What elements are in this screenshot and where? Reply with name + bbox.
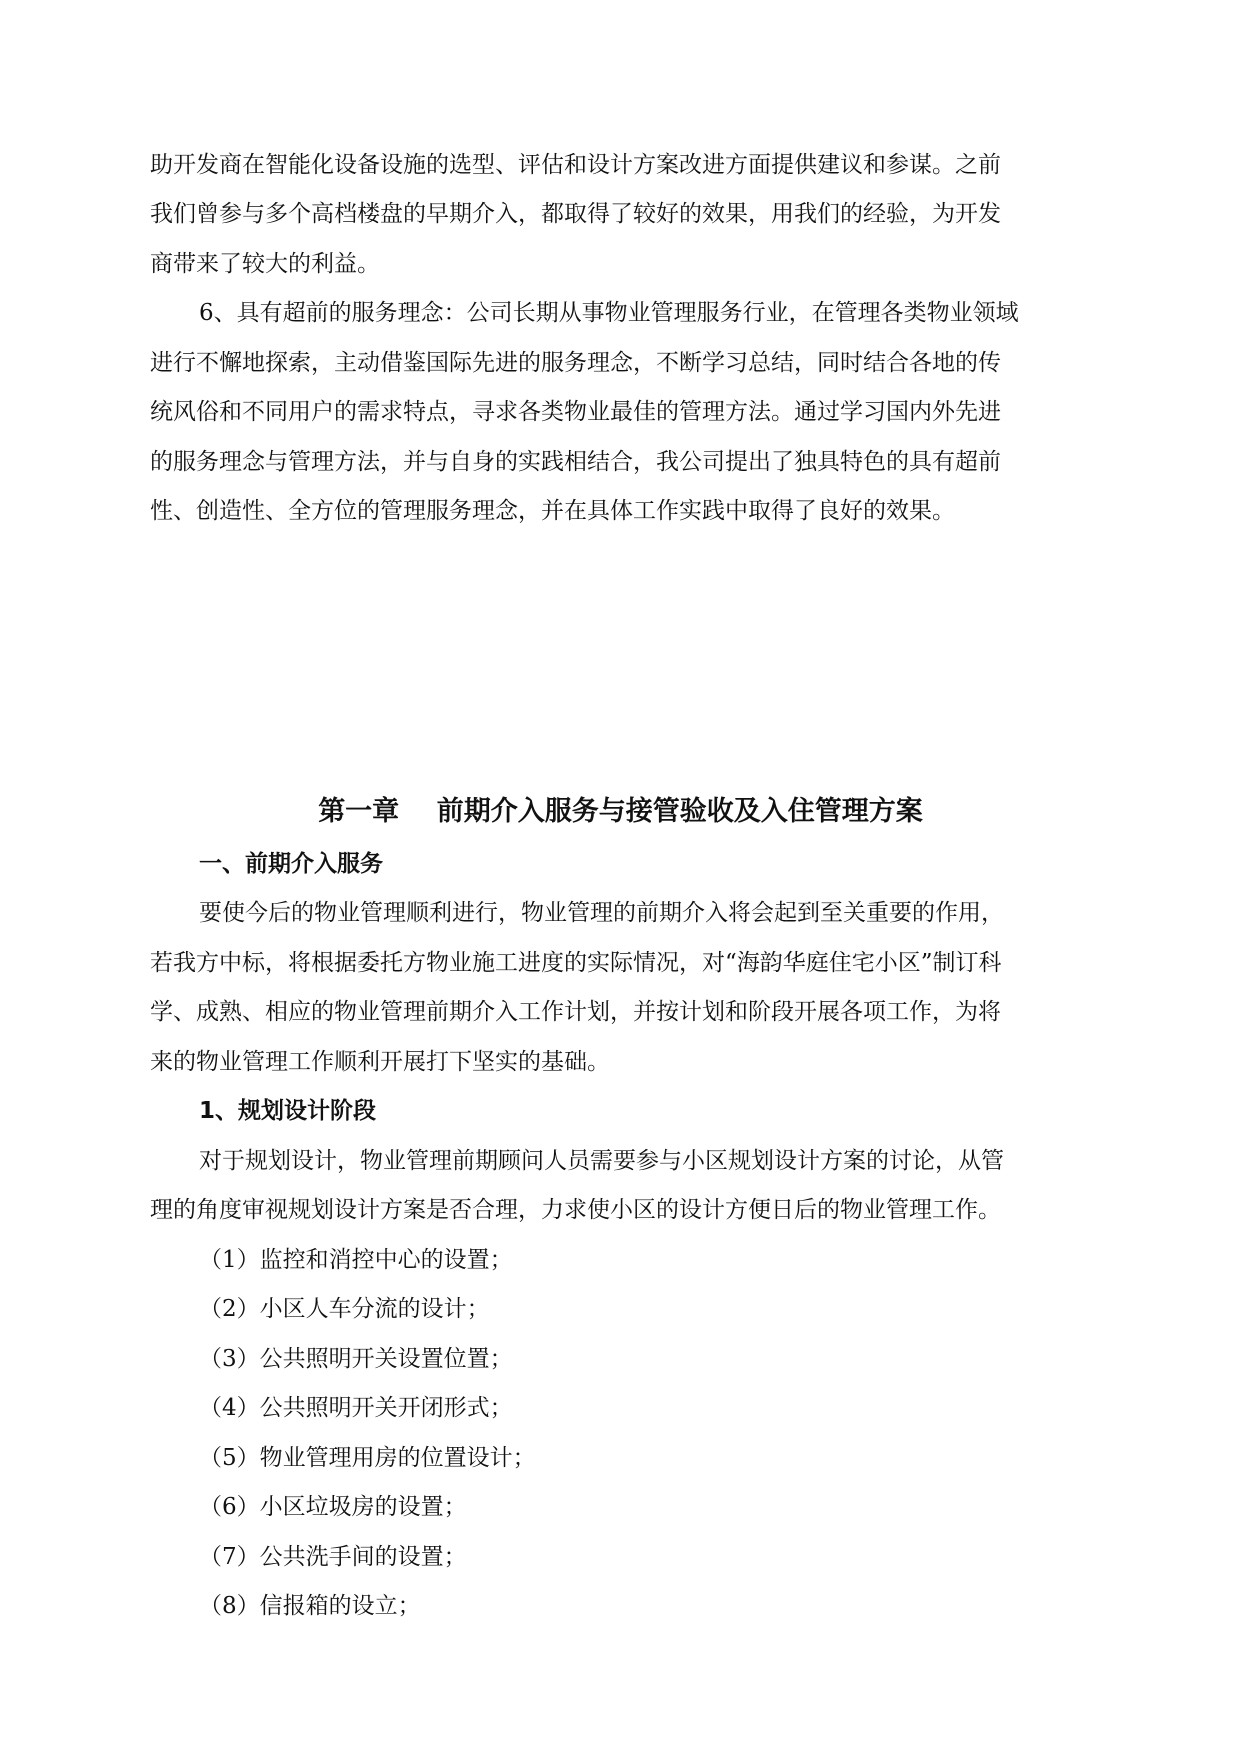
list-item: （1）监控和消控中心的设置； <box>199 1247 513 1273</box>
chapter-title: 第一章 前期介入服务与接管验收及入住管理方案 <box>318 796 923 827</box>
para-6-line-4: 的服务理念与管理方法，并与自身的实践相结合，我公司提出了独具特色的具有超前 <box>150 449 1001 475</box>
para-6-line-3: 统风俗和不同用户的需求特点，寻求各类物业最佳的管理方法。通过学习国内外先进 <box>150 399 1001 425</box>
para-top-line-3: 商带来了较大的利益。 <box>150 251 380 277</box>
list-item: （2）小区人车分流的设计； <box>199 1296 490 1322</box>
list-item: （5）物业管理用房的位置设计； <box>199 1445 536 1471</box>
para-6-line-1: 6、具有超前的服务理念：公司长期从事物业管理服务行业，在管理各类物业领域 <box>199 300 1019 326</box>
para-planning-line-1: 对于规划设计，物业管理前期顾问人员需要参与小区规划设计方案的讨论，从管 <box>199 1148 1004 1174</box>
list-item: （6）小区垃圾房的设置； <box>199 1494 467 1520</box>
para-intro-line-1: 要使今后的物业管理顺利进行，物业管理的前期介入将会起到至关重要的作用， <box>199 900 1004 926</box>
para-intro-line-3: 学、成熟、相应的物业管理前期介入工作计划，并按计划和阶段开展各项工作，为将 <box>150 999 1001 1025</box>
para-intro-line-2: 若我方中标，将根据委托方物业施工进度的实际情况，对“海韵华庭住宅小区”制订科 <box>150 950 1002 976</box>
list-item: （7）公共洗手间的设置； <box>199 1544 467 1570</box>
para-planning-line-2: 理的角度审视规划设计方案是否合理，力求使小区的设计方便日后的物业管理工作。 <box>150 1197 1001 1223</box>
list-item: （8）信报箱的设立； <box>199 1593 421 1619</box>
list-item: （3）公共照明开关设置位置； <box>199 1346 513 1372</box>
section-heading: 一、前期介入服务 <box>199 851 383 877</box>
para-top-line-2: 我们曾参与多个高档楼盘的早期介入，都取得了较好的效果，用我们的经验，为开发 <box>150 201 1001 227</box>
para-intro-line-4: 来的物业管理工作顺利开展打下坚实的基础。 <box>150 1049 610 1075</box>
subsection-heading: 1、规划设计阶段 <box>199 1098 377 1124</box>
list-item: （4）公共照明开关开闭形式； <box>199 1395 513 1421</box>
para-6-line-5: 性、创造性、全方位的管理服务理念，并在具体工作实践中取得了良好的效果。 <box>150 498 955 524</box>
para-top-line-1: 助开发商在智能化设备设施的选型、评估和设计方案改进方面提供建议和参谋。之前 <box>150 152 1001 178</box>
para-6-line-2: 进行不懈地探索，主动借鉴国际先进的服务理念，不断学习总结，同时结合各地的传 <box>150 350 1001 376</box>
